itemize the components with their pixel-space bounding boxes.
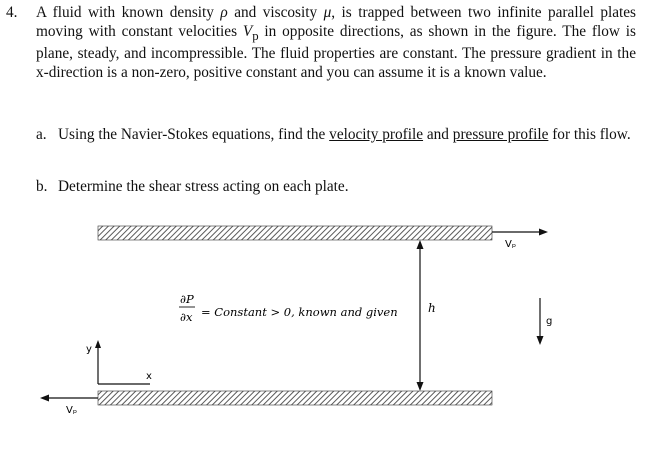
h-label: h — [428, 301, 436, 315]
bottom-plate — [98, 391, 492, 405]
velocity-profile-term: velocity profile — [329, 126, 424, 143]
dx-denominator: ∂x — [180, 310, 193, 324]
symbol-mu: μ — [323, 4, 332, 21]
statement-part-2: and viscosity — [227, 4, 324, 21]
symbol-rho: ρ — [220, 4, 228, 21]
top-plate — [98, 226, 492, 240]
gradient-condition: = Constant > 0, known and given — [201, 305, 398, 319]
x-axis-label: x — [146, 371, 152, 382]
part-a-text-3: for this flow. — [548, 126, 631, 143]
h-dimension-arrow — [417, 240, 424, 391]
part-a-label: a. — [36, 126, 47, 143]
gravity-arrow — [537, 298, 544, 345]
statement-part-1: A fluid with known density — [36, 4, 221, 21]
top-velocity-arrow — [492, 229, 548, 236]
part-b-label: b. — [36, 178, 48, 195]
top-velocity-label: Vₚ — [505, 239, 517, 250]
bottom-velocity-label: Vₚ — [66, 405, 78, 416]
y-axis-label: y — [86, 344, 92, 355]
dp-numerator: ∂P — [180, 292, 194, 306]
part-a-text-2: and — [423, 126, 453, 143]
gravity-label: g — [546, 316, 553, 327]
pressure-profile-term: pressure profile — [452, 126, 549, 143]
coordinate-axes — [95, 340, 150, 384]
statement-part-4: in opposite directions, as shown in the figure. The flow is plane, steady, and incompressible. The fluid properties are constant. The pressure gradient in the x-direction is a non-zero, positive constant and you can assume it is a known value. — [36, 22, 636, 81]
symbol-vp: V — [242, 22, 253, 40]
statement-part-3: , is trapped between two infinite parallel plates moving with constant velocities — [36, 4, 636, 40]
problem-number: 4. — [6, 4, 18, 21]
part-a-text-1: Using the Navier-Stokes equations, find the — [58, 126, 330, 143]
bottom-velocity-arrow — [40, 395, 98, 402]
part-b-text: Determine the shear stress acting on each plate. — [58, 178, 349, 195]
symbol-vp-subscript: p — [252, 28, 259, 43]
